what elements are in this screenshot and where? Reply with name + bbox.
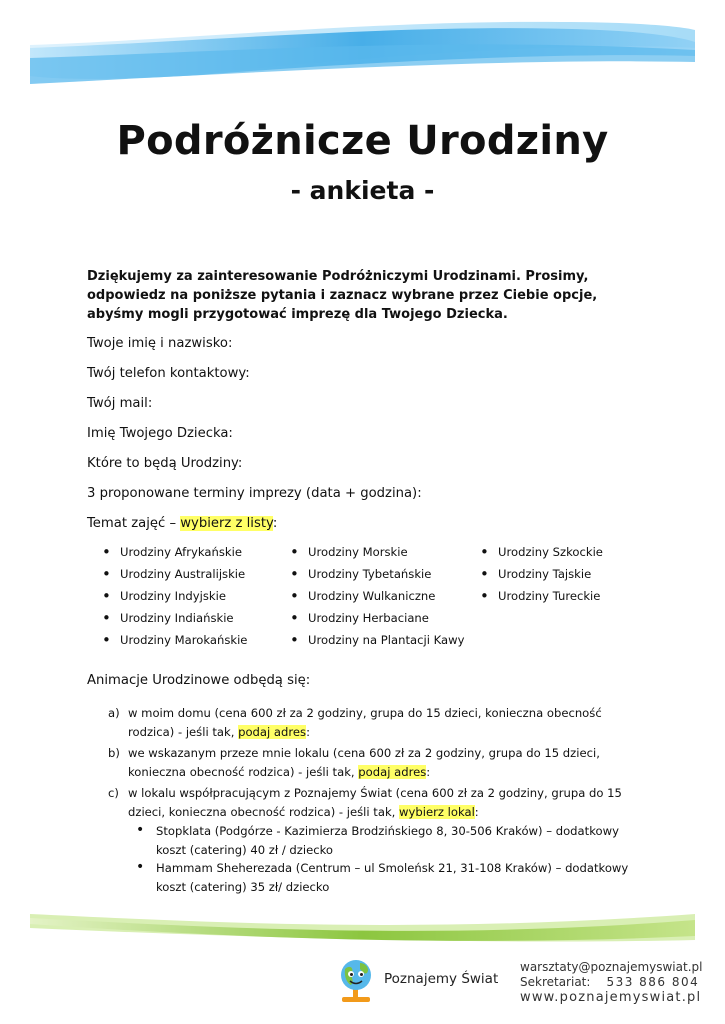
option-c-text: w lokalu współpracującym z Poznajemy Świat (cena 600 zł za 2 godziny, grupa do 15 dzieci, konieczna obecność rodzica) - jeśli tak, [128,786,622,819]
option-b-colon: : [426,764,431,779]
question-phone: Twój telefon kontaktowy: [87,366,250,381]
logo-text: Poznajemy Świat [384,971,499,987]
option-c-colon: : [474,804,479,819]
footer-phone: 533 886 804 [606,975,700,989]
option-a-colon: : [306,724,310,739]
company-logo [336,955,499,1005]
topic-item: • Urodziny Marokańskie [102,633,247,655]
intro-text: Dziękujemy za zainteresowanie Podróżniczymi Urodzinami. Prosimy, odpowiedz na poniższe pytania i zaznacz wybrane przez Ciebie opcje, abyśmy mogli przygotować imprezę dla Twojego Dziecka. [87,269,598,322]
option-b [108,744,648,781]
footer-sek-label: Sekretariat: [520,975,591,989]
venue-item: • Hammam Sheherezada (Centrum – ul Smoleńsk 21, 31-108 Kraków) – dodatkowy koszt (catering) 35 zł/ dziecko [132,859,648,896]
option-c-highlight: wybierz lokal [399,804,475,819]
topic-highlight: wybierz z listy [180,516,273,531]
option-c-mark: c) [108,786,119,800]
option-a-highlight: podaj adres [238,724,307,739]
question-child-name: Imię Twojego Dziecka: [87,426,233,441]
page-subtitle: - ankieta - [290,176,435,205]
option-b-highlight: podaj adres [358,764,427,779]
animation-options [108,704,648,896]
option-c [108,784,648,896]
topic-item: • Urodziny Szkockie [480,545,603,567]
topic-suffix: : [272,516,278,531]
page-title: Podróżnicze Urodziny [116,118,609,164]
topic-item: • Urodziny Indiańskie [102,611,247,633]
topic-prefix: Temat zajęć – [87,516,181,531]
footer-website: www.poznajemyswiat.pl [520,990,702,1005]
topic-column-1 [102,545,247,655]
bottom-wave-decoration [0,900,725,960]
topic-item: • Urodziny Indyjskie [102,589,247,611]
topic-item: • Urodziny Afrykańskie [102,545,247,567]
footer-contact [520,960,702,1005]
globe-icon [336,955,382,1005]
topic-item: • Urodziny Tureckie [480,589,603,611]
top-wave-decoration [0,0,725,110]
option-b-text: we wskazanym przeze mnie lokalu (cena 600 zł za 2 godziny, grupa do 15 dzieci, konieczna obecność rodzica) - jeśli tak, [128,746,600,779]
option-a [108,704,648,741]
animation-heading: Animacje Urodzinowe odbędą się: [87,673,311,688]
topic-item: • Urodziny Tajskie [480,567,603,589]
question-name: Twoje imię i nazwisko: [87,336,233,351]
topic-item: • Urodziny Australijskie [102,567,247,589]
topic-item: • Urodziny na Plantacji Kawy [290,633,464,655]
topic-item: • Urodziny Herbaciane [290,611,464,633]
footer-email: warsztaty@poznajemyswiat.pl [520,960,703,974]
venue-item: • Stopklata (Podgórze - Kazimierza Brodzińskiego 8, 30-506 Kraków) – dodatkowy koszt (catering) 40 zł / dziecko [132,822,648,859]
question-which-birthday: Które to będą Urodziny: [87,456,243,471]
footer-phone-row [520,975,702,990]
topic-column-2 [290,545,464,655]
option-a-text: w moim domu (cena 600 zł za 2 godziny, grupa do 15 dzieci, konieczna obecność rodzica) - jeśli tak, [128,706,602,739]
question-topic [87,516,277,531]
option-a-mark: a) [108,706,120,720]
question-mail: Twój mail: [87,396,153,411]
topic-column-3 [480,545,603,611]
topic-item: • Urodziny Wulkaniczne [290,589,464,611]
option-b-mark: b) [108,746,120,760]
topic-item: • Urodziny Morskie [290,545,464,567]
topic-item: • Urodziny Tybetańskie [290,567,464,589]
question-dates: 3 proponowane terminy imprezy (data + godzina): [87,486,422,501]
